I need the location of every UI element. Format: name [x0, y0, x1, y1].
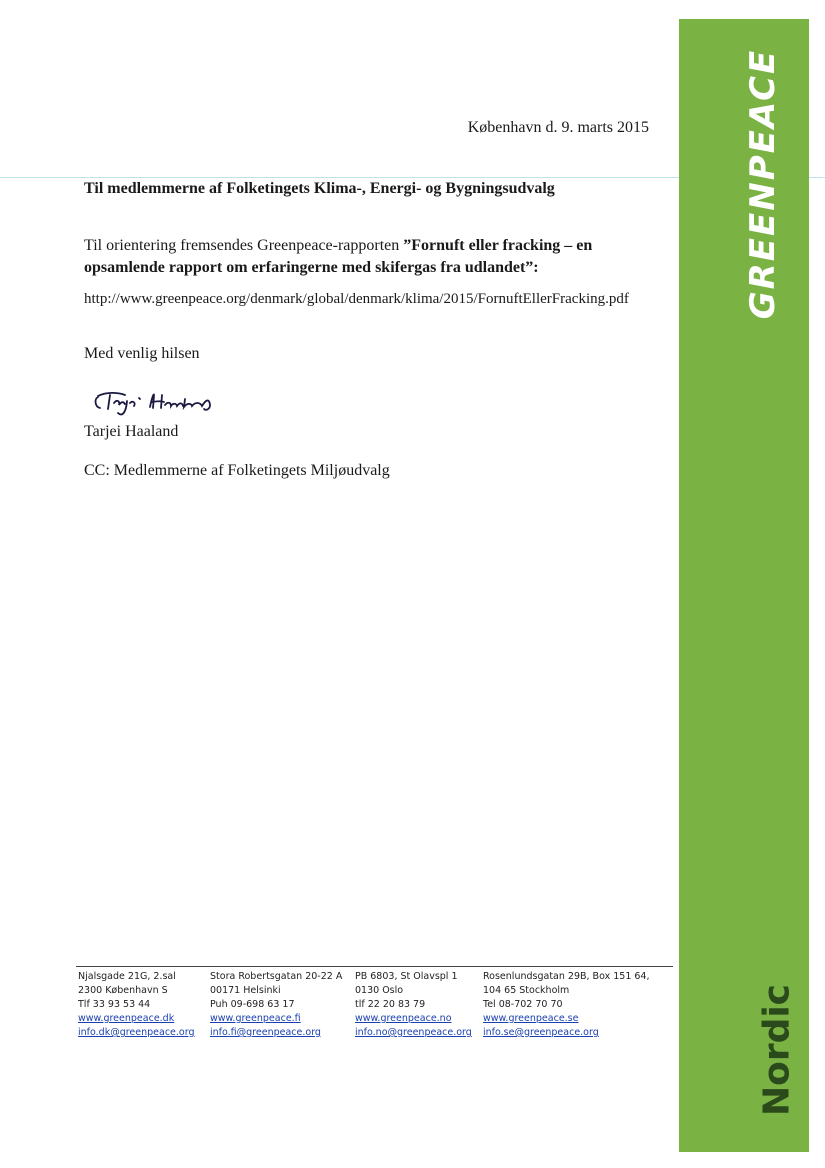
office-web-link[interactable]: www.greenpeace.dk [78, 1013, 175, 1024]
footer-office-se [483, 970, 650, 1040]
office-address: PB 6803, St Olavspl 1 [355, 971, 458, 982]
greenpeace-logo: GREENPEACE [743, 48, 783, 320]
cc-line: CC: Medlemmerne af Folketingets Miljøudvalg [84, 462, 390, 479]
office-web-link[interactable]: www.greenpeace.no [355, 1013, 452, 1024]
footer-divider [76, 966, 673, 967]
intro-prefix: Til orientering fremsendes Greenpeace-rapporten [84, 237, 404, 254]
footer-office-fi [210, 970, 342, 1040]
recipient-line: Til medlemmerne af Folketingets Klima-, Energi- og Bygningsudvalg [84, 180, 555, 197]
signer-name: Tarjei Haaland [84, 423, 179, 440]
footer-office-no [355, 970, 472, 1040]
office-address: Njalsgade 21G, 2.sal [78, 971, 176, 982]
nordic-label: Nordic [756, 983, 798, 1117]
office-web-link[interactable]: www.greenpeace.se [483, 1013, 579, 1024]
office-city: 0130 Oslo [355, 985, 404, 996]
footer-office-dk [78, 970, 195, 1040]
office-phone: Tel 08-702 70 70 [483, 999, 563, 1010]
office-city: 2300 København S [78, 985, 168, 996]
office-web-link[interactable]: www.greenpeace.fi [210, 1013, 301, 1024]
office-city: 00171 Helsinki [210, 985, 281, 996]
office-email-link[interactable]: info.no@greenpeace.org [355, 1027, 472, 1038]
report-url[interactable]: http://www.greenpeace.org/denmark/global/denmark/klima/2015/FornuftEllerFracking.pdf [84, 291, 629, 307]
letter-date: København d. 9. marts 2015 [467, 119, 649, 136]
handwritten-signature [92, 387, 222, 419]
office-email-link[interactable]: info.se@greenpeace.org [483, 1027, 599, 1038]
office-phone: tlf 22 20 83 79 [355, 999, 426, 1010]
office-address: Rosenlundsgatan 29B, Box 151 64, [483, 971, 650, 982]
office-email-link[interactable]: info.dk@greenpeace.org [78, 1027, 195, 1038]
office-phone: Puh 09-698 63 17 [210, 999, 295, 1010]
office-phone: Tlf 33 93 53 44 [78, 999, 151, 1010]
office-city: 104 65 Stockholm [483, 985, 570, 996]
report-title: ”Fornuft eller fracking – en opsamlende rapport om erfaringerne med skifergas fra udlandet”: [84, 237, 593, 276]
intro-paragraph [84, 235, 644, 279]
office-email-link[interactable]: info.fi@greenpeace.org [210, 1027, 321, 1038]
closing-phrase: Med venlig hilsen [84, 345, 200, 362]
office-address: Stora Robertsgatan 20-22 A [210, 971, 343, 982]
